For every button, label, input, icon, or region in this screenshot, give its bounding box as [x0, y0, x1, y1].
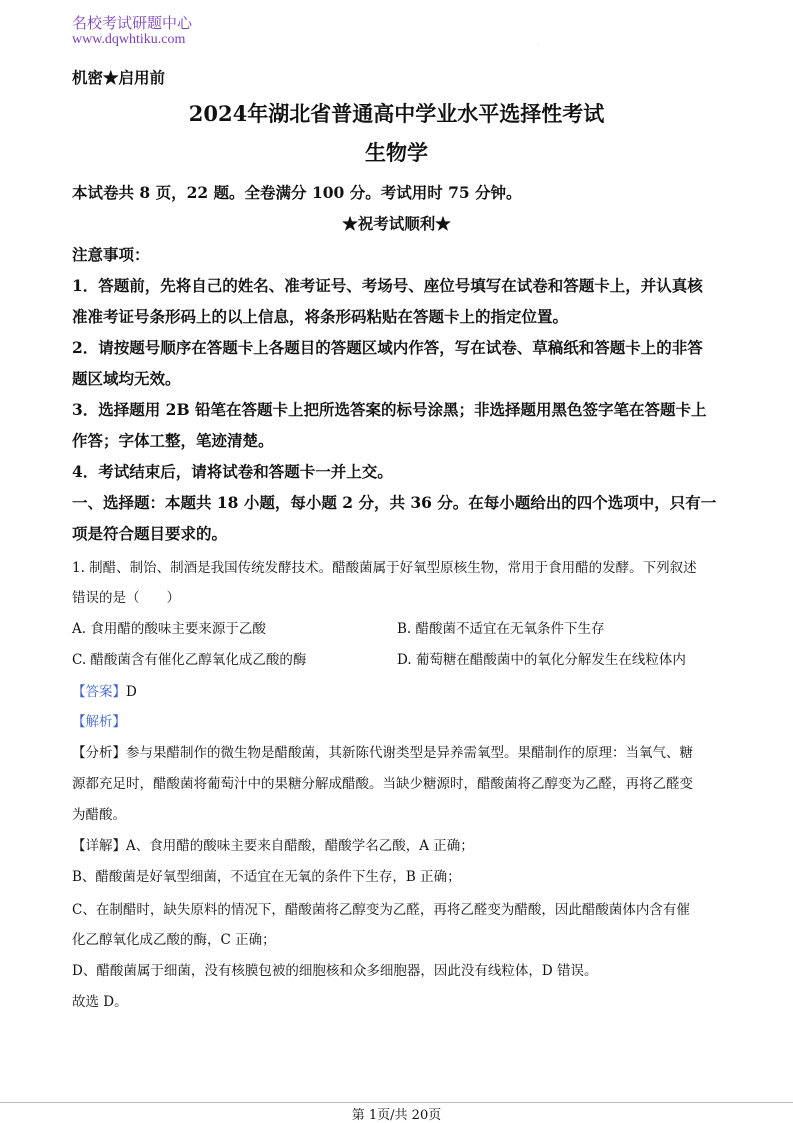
- answer-line: [72, 680, 137, 700]
- option-a: A. 食用醋的酸味主要来源于乙酸: [72, 621, 266, 637]
- notice-line: 2．请按题号顺序在答题卡上各题目的答题区域内作答，写在试卷、草稿纸和答题卡上的非答: [72, 338, 703, 357]
- notice-line: 1．答题前，先将自己的姓名、准考证号、考场号、座位号填写在试卷和答题卡上，并认真核: [72, 276, 703, 295]
- answer-tag: 【答案】: [72, 684, 126, 700]
- detail-text: A、食用醋的酸味主要来自醋酸，醋酸学名乙酸，A 正确；: [126, 838, 474, 854]
- option-d: D. 葡萄糖在醋酸菌中的氧化分解发生在线粒体内: [397, 652, 686, 668]
- analysis-tag: 【解析】: [72, 714, 126, 730]
- notice-heading: 注意事项：: [72, 245, 150, 264]
- exam-title: 2024年湖北省普通高中学业水平选择性考试: [188, 101, 605, 126]
- secrecy-label: 机密★启用前: [72, 68, 166, 87]
- notice-line: 作答；字体工整，笔迹清楚。: [72, 431, 274, 450]
- watermark-name: 名校考试研题中心: [72, 14, 193, 32]
- conclusion-line: 故选 D。: [72, 994, 128, 1010]
- question-stem: 错误的是（ ）: [72, 590, 180, 606]
- notice-line: 准准考证号条形码上的以上信息，将条形码粘贴在答题卡上的指定位置。: [72, 307, 569, 326]
- wish-line: ★祝考试顺利★: [342, 214, 451, 233]
- option-c: C. 醋酸菌含有催化乙醇氧化成乙酸的酶: [72, 652, 307, 668]
- detail-tag: 【详解】: [72, 838, 126, 854]
- detail-line: C、在制醋时，缺失原料的情况下，醋酸菌将乙醇变为乙醛，再将乙醛变为醋酸，因此醋酸菌体内含有催: [72, 902, 690, 918]
- question-stem: 1. 制醋、制饴、制酒是我国传统发酵技术。醋酸菌属于好氧型原核生物，常用于食用醋的发酵。下列叙述: [72, 560, 697, 576]
- notice-line: 4．考试结束后，请将试卷和答题卡一并上交。: [72, 462, 393, 481]
- detail-line: [72, 834, 474, 854]
- section-heading: 一、选择题：本题共 18 小题，每小题 2 分，共 36 分。在每小题给出的四个选项中，只有一: [72, 493, 717, 512]
- decorative-dot: .: [537, 40, 539, 47]
- analysis-line: [72, 741, 693, 761]
- section-heading: 项是符合题目要求的。: [72, 524, 228, 543]
- analysis-line: 为醋酸。: [72, 807, 126, 823]
- answer-value: D: [126, 684, 137, 700]
- notice-line: 3．选择题用 2B 铅笔在答题卡上把所选答案的标号涂黑；非选择题用黑色签字笔在答题卡上: [72, 400, 707, 419]
- fenxi-tag: 【分析】: [72, 745, 126, 761]
- analysis-line: 源都充足时，醋酸菌将葡萄汁中的果糖分解成醋酸。当缺少糖源时，醋酸菌将乙醇变为乙醛，再将乙醛变: [72, 776, 693, 792]
- option-b: B. 醋酸菌不适宜在无氧条件下生存: [397, 621, 605, 637]
- page-number: 第 1页/共 20页: [351, 1108, 442, 1123]
- subject-title: 生物学: [365, 140, 428, 165]
- watermark-url[interactable]: www.dqwhtiku.com: [72, 32, 186, 47]
- notice-line: 题区域均无效。: [72, 369, 181, 388]
- footer-divider: [0, 1102, 793, 1103]
- detail-line: D、醋酸菌属于细菌，没有核膜包被的细胞核和众多细胞器，因此没有线粒体，D 错误。: [72, 963, 598, 979]
- detail-line: 化乙醇氧化成乙酸的酶，C 正确；: [72, 932, 276, 948]
- detail-line: B、醋酸菌是好氧型细菌，不适宜在无氧的条件下生存，B 正确；: [72, 869, 461, 885]
- exam-info: 本试卷共 8 页，22 题。全卷满分 100 分。考试用时 75 分钟。: [72, 183, 522, 202]
- fenxi-text: 参与果醋制作的微生物是醋酸菌，其新陈代谢类型是异养需氧型。果醋制作的原理：当氧气、糖: [126, 745, 693, 761]
